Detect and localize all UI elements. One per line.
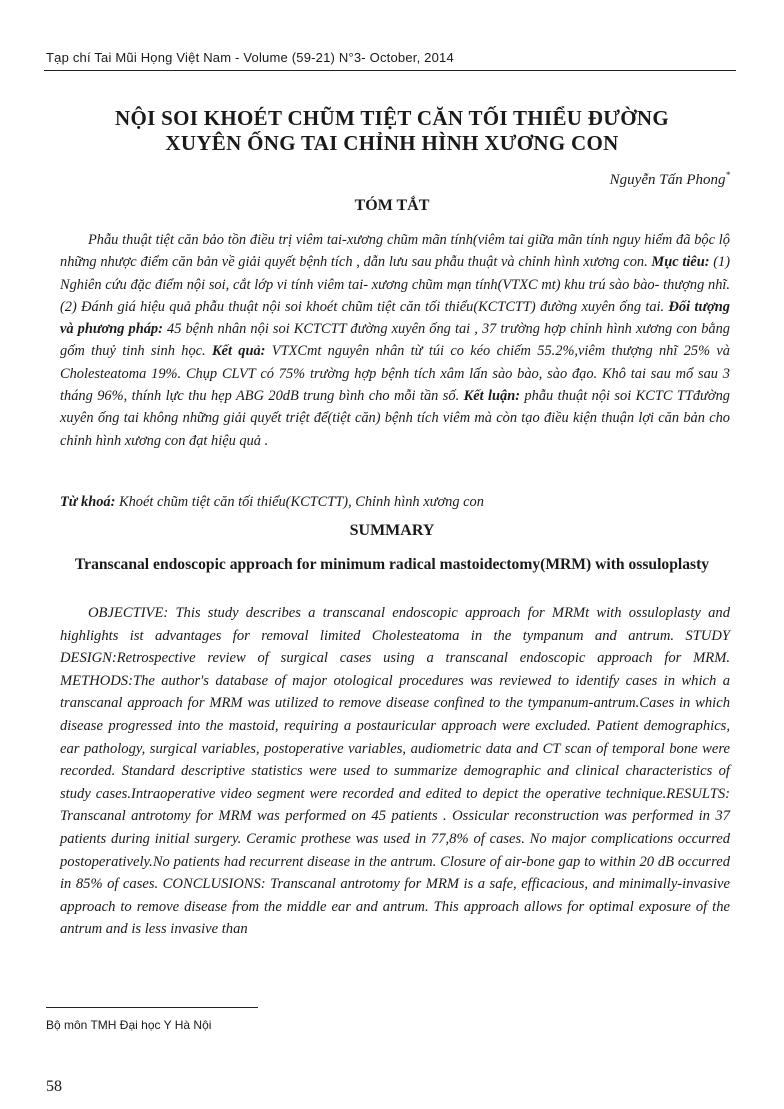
abstract-vi-heading: TÓM TẮT [354, 197, 430, 214]
running-head: Tạp chí Tai Mũi Họng Việt Nam - Volume (59-21) N°3- October, 2014 [46, 50, 454, 65]
footnote-rule [46, 1007, 258, 1008]
title-line-2: XUYÊN ỐNG TAI CHỈNH HÌNH XƯƠNG CON [165, 131, 619, 155]
methods-text: 45 bệnh nhân nội soi KCTCTT đường xuyên ống tai , 37 trường hợp chỉnh hình xương con bằng gốm thuỷ tinh sinh học. [60, 321, 730, 360]
abstract-en-paragraph: OBJECTIVE: This study describes a transcanal endoscopic approach for MRMt with ossuloplasty and highlights ist advantages for removal limited Cholesteatoma in the tympanum and antrum. STUDY DESIGN:Retrospective review of surgical cases using a transcanal endoscopic approach for MRM. METHODS:The author's database of major otological procedures was reviewed to identify cases in which a transcanal approach for MRM was utilized to remove disease confined to the tympanum-antrum.Cases in which disease progressed into the mastoid, requiring a postauricular approach were excluded. Patient demographics, ear pathology, surgical variables, postoperative variables, audiometric data and CT scan of temporal bone were recorded. Standard descriptive statistics were used to summarize demographic and clinical characteristics of study cases.Intraoperative video segment were recorded and edited to depict the operative technique.RESULTS: Transcanal antrotomy for MRM was performed on 45 patients . Ossicular reconstruction was performed in 37 patients during initial surgery. Ceramic prothese was used in 77,8% of cases. No major complications occurred postoperatively.No patients had recurrent disease in the antrum. Closure of air-bone gap to within 20 dB occurred in 85% of cases. CONCLUSIONS: Transcanal antrotomy for MRM is a safe, efficacious, and minimally-invasive approach to remove disease from the middle ear and antrum. This approach allows for optimal exposure of the antrum and is less invasive than [60, 605, 730, 938]
summary-heading: SUMMARY [349, 522, 435, 539]
page-number: 58 [46, 1078, 62, 1095]
author-affiliation: Bộ môn TMH Đại học Y Hà Nội [46, 1018, 212, 1032]
conclusion-text: phẫu thuật nội soi KCTC TTđường xuyên ống tai không những giải quyết triệt để(tiệt căn) bệnh tích viêm mà còn tạo điều kiện thuận lợi căn bản cho chỉnh hình xương con đạt hiệu quả . [60, 388, 730, 449]
keywords [60, 491, 730, 513]
abstract-vi-body [60, 229, 730, 452]
objective-label: Mục tiêu: [651, 254, 710, 271]
results-label: Kết quả: [211, 343, 266, 360]
objective-text: (1) Nghiên cứu đặc điểm nội soi, cắt lớp vi tính viêm tai- xương chũm mạn tính(VTXC mt) khu trú sào bào- thượng nhĩ. (2) Đánh giá hiệu quả phẫu thuật nội soi khoét chũm tiệt căn tối thiểu(KCTCTT) đường xuyên ống tai. [60, 254, 730, 315]
header-rule [44, 70, 736, 71]
abstract-en-body [60, 602, 730, 941]
methods-label: Đối tượng và phương pháp: [60, 298, 730, 338]
author-footnote-mark: * [725, 170, 730, 180]
conclusion-label: Kết luận: [463, 388, 520, 405]
abstract-vi-paragraph [60, 229, 730, 452]
keywords-label: Từ khoá: [60, 494, 116, 510]
title-line-1: NỘI SOI KHOÉT CHŨM TIỆT CĂN TỐI THIỂU ĐƯỜNG [115, 106, 669, 130]
english-title: Transcanal endoscopic approach for minimum radical mastoidectomy(MRM) with ossuloplasty [74, 556, 710, 573]
results-text: VTXCmt nguyên nhân từ túi co kéo chiếm 55.2%,viêm thượng nhĩ 25% và Cholesteatoma 19%. Chụp CLVT có 75% trường hợp bệnh tích xâm lấn sào bào, sào đạo. Khô tai sau mổ sau 3 tháng 96%, thính lực thu hẹp ABG 20dB trung bình cho mỗi tần số. [60, 343, 730, 405]
abstract-vi-intro: Phẫu thuật tiệt căn bảo tồn điều trị viêm tai-xương chũm mãn tính(viêm tai giữa mãn tính nguy hiểm đã bộc lộ những nhược điểm căn bản về giải quyết bệnh tích , dẫn lưu sau phẫu thuật và chỉnh hình xương con. [60, 232, 730, 271]
article-title [60, 106, 724, 156]
author-name [440, 170, 730, 189]
author-text: Nguyễn Tấn Phong [609, 172, 726, 188]
keywords-text: Khoét chũm tiệt căn tối thiểu(KCTCTT), Chỉnh hình xương con [119, 494, 484, 510]
